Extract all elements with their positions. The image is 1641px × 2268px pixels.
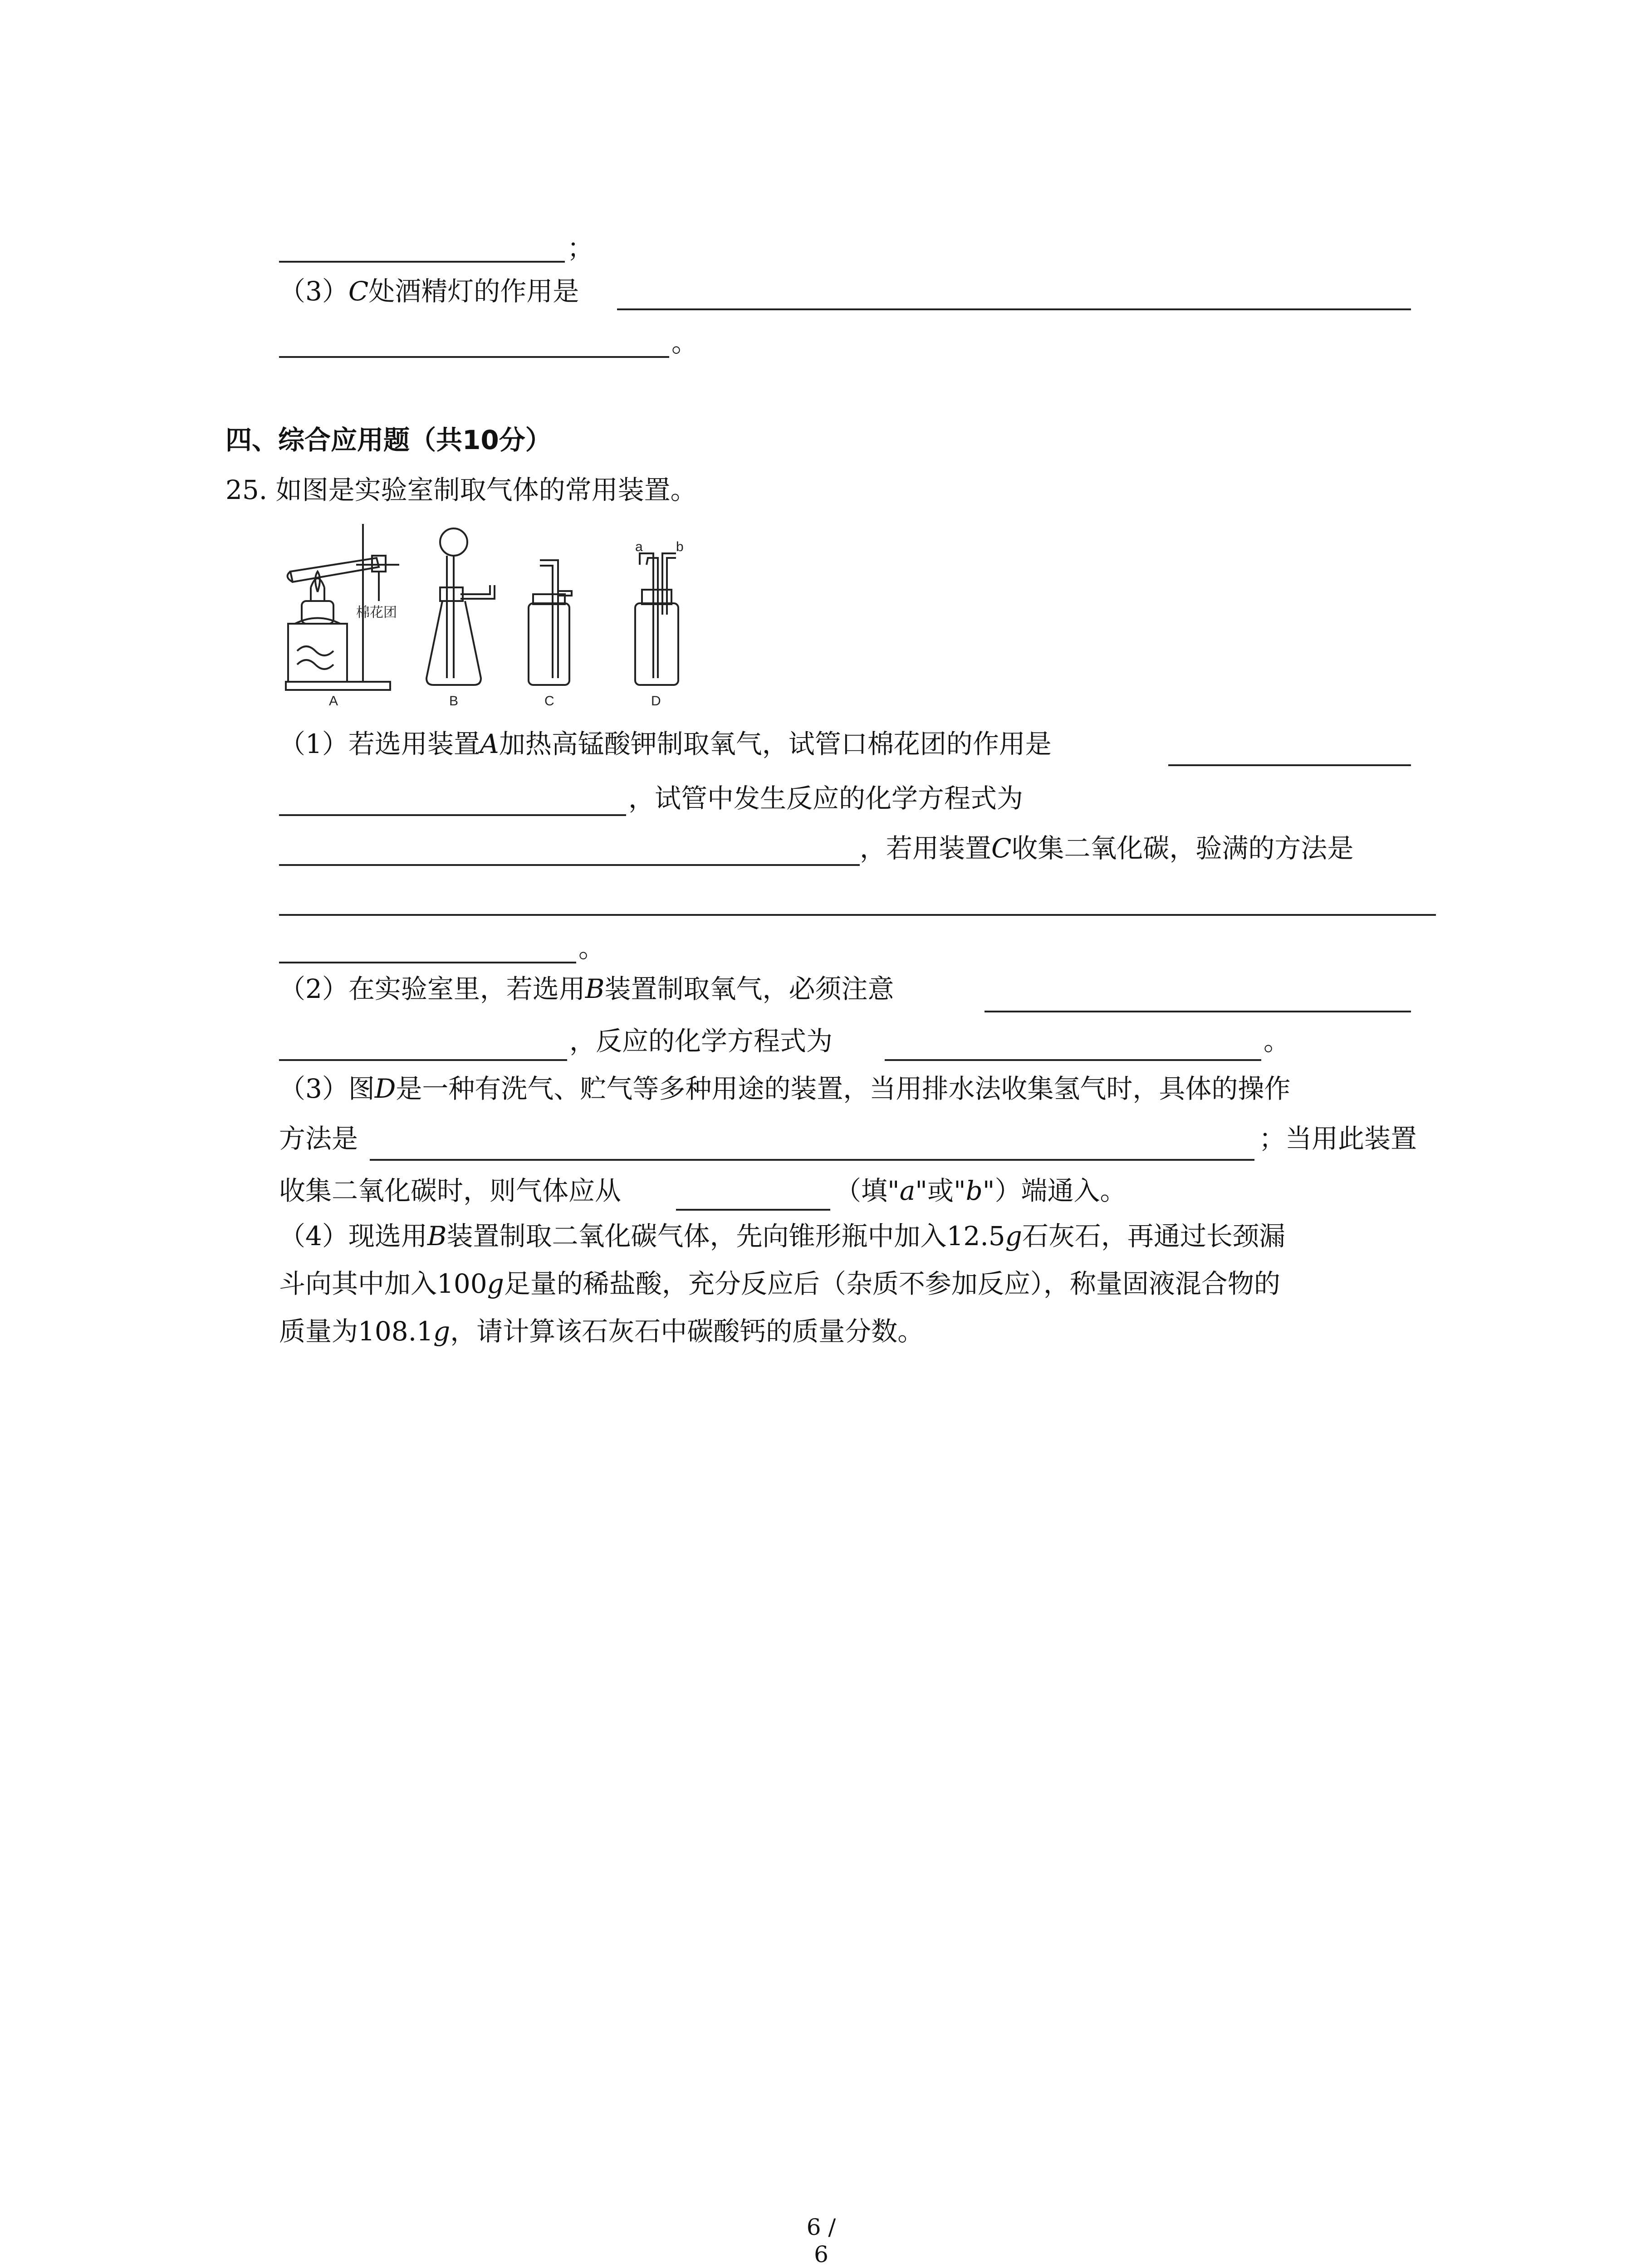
text: ，若用装置 (860, 833, 992, 864)
label-c: C (544, 694, 554, 709)
text: （1）若选用装置 (279, 728, 480, 759)
apparatus-b (426, 528, 495, 685)
answer-blank[interactable] (617, 308, 1411, 310)
part-2-line-2: ，反应的化学方程式为 (569, 1026, 833, 1056)
text: （4）现选用 (279, 1221, 427, 1251)
unit-g: g (487, 1268, 504, 1299)
section-title: 四、综合应用题（共10分） (225, 425, 552, 455)
apparatus-c (529, 560, 572, 685)
part-1-line-2: ，试管中发生反应的化学方程式为 (628, 783, 1024, 814)
answer-blank[interactable] (885, 1059, 1261, 1061)
question-3-line (279, 275, 579, 307)
part-1-line-1 (279, 728, 1052, 760)
text: 装置制取氧气，必须注意 (604, 973, 894, 1004)
text: 加热高锰酸钾制取氧气，试管口棉花团的作用是 (499, 728, 1052, 759)
label-b: B (449, 694, 459, 709)
text: "或" (915, 1175, 966, 1206)
part-1-line-3 (860, 832, 1353, 864)
answer-blank[interactable] (985, 1011, 1411, 1012)
tube-a-label: a (635, 539, 643, 554)
text: （3）图 (279, 1073, 375, 1104)
var-b: B (585, 973, 605, 1004)
unit-g: g (433, 1316, 451, 1347)
part-3-line-2-post: ；当用此装置 (1259, 1123, 1417, 1154)
text: 质量为108.1 (279, 1316, 434, 1347)
answer-blank[interactable] (279, 864, 860, 866)
text: ，请计算该石灰石中碳酸钙的质量分数。 (450, 1316, 924, 1347)
var-b: B (427, 1221, 447, 1251)
question-3-label: （3） (279, 276, 348, 307)
answer-blank[interactable] (279, 962, 576, 963)
answer-blank[interactable] (279, 814, 626, 816)
part-3-line-3-pre: 收集二氧化碳时，则气体应从 (279, 1175, 622, 1206)
answer-blank[interactable] (279, 261, 565, 263)
part-4-line-2 (279, 1268, 1280, 1300)
part-3-line-3-post (835, 1175, 1126, 1207)
apparatus-d (635, 553, 678, 685)
part-2-line-1 (279, 973, 894, 1005)
var-b: b (965, 1175, 983, 1206)
period: 。 (578, 933, 605, 963)
text: 斗向其中加入100 (279, 1268, 487, 1299)
answer-blank[interactable] (1168, 764, 1411, 766)
text: 收集二氧化碳，验满的方法是 (1011, 833, 1354, 864)
var-c: C (348, 276, 369, 307)
answer-blank[interactable] (676, 1209, 830, 1211)
text: （填" (835, 1175, 900, 1206)
text: 足量的稀盐酸，充分反应后（杂质不参加反应），称量固液混合物的 (504, 1268, 1280, 1299)
semicolon: ； (567, 233, 594, 264)
var-a: a (899, 1175, 916, 1206)
answer-blank[interactable] (370, 1159, 1254, 1161)
text: 装置制取二氧化碳气体，先向锥形瓶中加入12.5 (446, 1221, 1005, 1251)
part-3-line-2-pre: 方法是 (279, 1123, 358, 1154)
answer-blank[interactable] (279, 914, 1436, 916)
var-d: D (374, 1073, 396, 1104)
lab-apparatus-figure (277, 515, 758, 714)
label-a: A (329, 694, 338, 709)
answer-blank[interactable] (279, 1059, 567, 1061)
text: （2）在实验室里，若选用 (279, 973, 585, 1004)
part-4-line-3 (279, 1315, 924, 1347)
cotton-label: 棉花团 (356, 605, 397, 620)
part-3-line-1 (279, 1073, 1290, 1105)
tube-b-label: b (676, 539, 684, 554)
var-a: A (480, 728, 499, 759)
text: 是一种有洗气、贮气等多种用途的装置，当用排水法收集氢气时，具体的操作 (396, 1073, 1291, 1104)
period: 。 (1264, 1026, 1290, 1056)
var-c: C (991, 833, 1012, 864)
text: 石灰石，再通过长颈漏 (1022, 1221, 1285, 1251)
part-4-line-1 (279, 1220, 1285, 1252)
page-number: 6 / 6 (806, 2214, 836, 2268)
question-25-stem: 25. 如图是实验室制取气体的常用装置。 (225, 474, 697, 505)
question-3-text: 处酒精灯的作用是 (368, 276, 579, 307)
answer-blank[interactable] (279, 356, 669, 358)
period: 。 (671, 327, 698, 358)
unit-g: g (1005, 1221, 1022, 1251)
label-d: D (651, 694, 661, 709)
text: "）端通入。 (982, 1175, 1127, 1206)
